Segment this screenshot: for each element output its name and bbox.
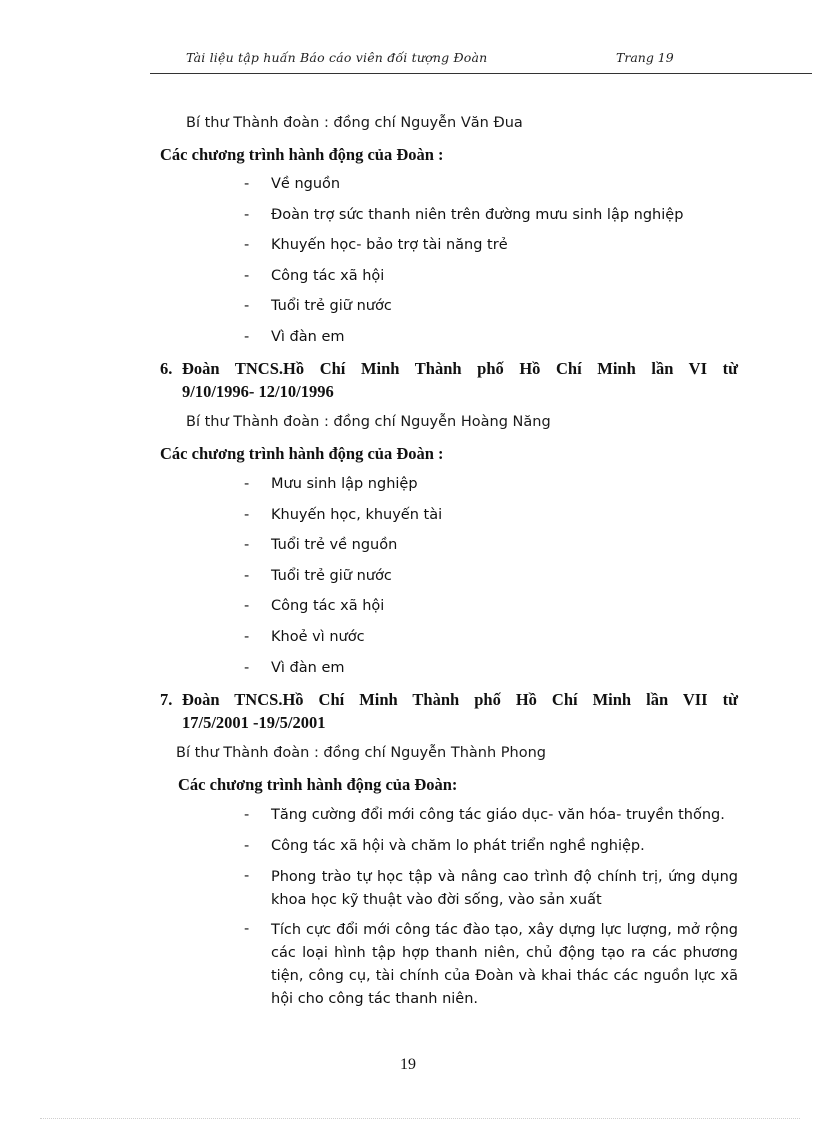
bullet-marker: - [244,507,250,523]
header-page-label: Trang 19 [616,50,674,65]
bullet-marker: - [244,868,250,884]
programs-heading-5: Các chương trình hành động của Đoàn : [160,145,444,164]
bullet-marker: - [244,298,250,314]
list-item: Tuổi trẻ giữ nước [271,568,392,584]
bullet-marker: - [244,660,250,676]
list-item: Khuyến học- bảo trợ tài năng trẻ [271,237,508,253]
list-item: Công tác xã hội và chăm lo phát triển nghề nghiệp. [271,838,645,854]
list-item: Vì đàn em [271,660,345,676]
section-title-6-line1: Đoàn TNCS.Hồ Chí Minh Thành phố Hồ Chí Minh lần VI từ [182,359,738,378]
bullet-marker: - [244,568,250,584]
list-item: Công tác xã hội [271,598,385,614]
section-number-6: 6. [160,359,173,378]
list-item: Khoẻ vì nước [271,629,365,645]
list-item: Đoàn trợ sức thanh niên trên đường mưu sinh lập nghiệp [271,207,684,223]
section-title-7 [182,690,738,710]
header-title: Tài liệu tập huấn Báo cáo viên đối tượng Đoàn [186,50,488,65]
section-number-7: 7. [160,690,173,709]
page-number: 19 [400,1056,416,1073]
bullet-marker: - [244,329,250,345]
bullet-marker: - [244,176,250,192]
list-item: Khuyến học, khuyến tài [271,507,443,523]
bullet-marker: - [244,207,250,223]
secretary-line-7: Bí thư Thành đoàn : đồng chí Nguyễn Thành Phong [176,745,546,761]
page-header [186,50,706,70]
bullet-marker: - [244,921,250,937]
secretary-line-6: Bí thư Thành đoàn : đồng chí Nguyễn Hoàng Năng [186,414,551,430]
section-dates-6: 9/10/1996- 12/10/1996 [182,382,334,401]
footer-divider [40,1118,800,1119]
list-item: Vì đàn em [271,329,345,345]
bullet-marker: - [244,629,250,645]
list-item: Về nguồn [271,176,341,192]
programs-heading-6: Các chương trình hành động của Đoàn : [160,444,444,463]
list-item: Tuổi trẻ giữ nước [271,298,392,314]
section-title-7-line1: Đoàn TNCS.Hồ Chí Minh Thành phố Hồ Chí Minh lần VII từ [182,690,738,709]
list-item: Phong trào tự học tập và nâng cao trình độ chính trị, ứng dụng khoa học kỹ thuật vào đời sống, vào sản xuất [271,869,738,908]
bullet-marker: - [244,268,250,284]
section-dates-7: 17/5/2001 -19/5/2001 [182,713,326,732]
bullet-marker: - [244,476,250,492]
bullet-marker: - [244,598,250,614]
secretary-line-5: Bí thư Thành đoàn : đồng chí Nguyễn Văn Đua [186,115,523,131]
bullet-marker: - [244,838,250,854]
bullet-marker: - [244,537,250,553]
list-item: Tích cực đổi mới công tác đào tạo, xây dựng lực lượng, mở rộng các loại hình tập hợp thanh niên, chủ động tạo ra các phương tiện, công cụ, tài chính của Đoàn và khai thác các nguồn lực xã hội cho công tác thanh niên. [271,922,738,1007]
header-divider [150,73,812,74]
bullet-marker: - [244,237,250,253]
bullet-marker: - [244,807,250,823]
list-item: Công tác xã hội [271,268,385,284]
list-item: Mưu sinh lập nghiệp [271,476,418,492]
list-item: Tăng cường đổi mới công tác giáo dục- văn hóa- truyền thống. [271,807,725,823]
programs-heading-7: Các chương trình hành động của Đoàn: [178,775,458,794]
section-title-6 [182,359,738,379]
list-item: Tuổi trẻ về nguồn [271,537,398,553]
